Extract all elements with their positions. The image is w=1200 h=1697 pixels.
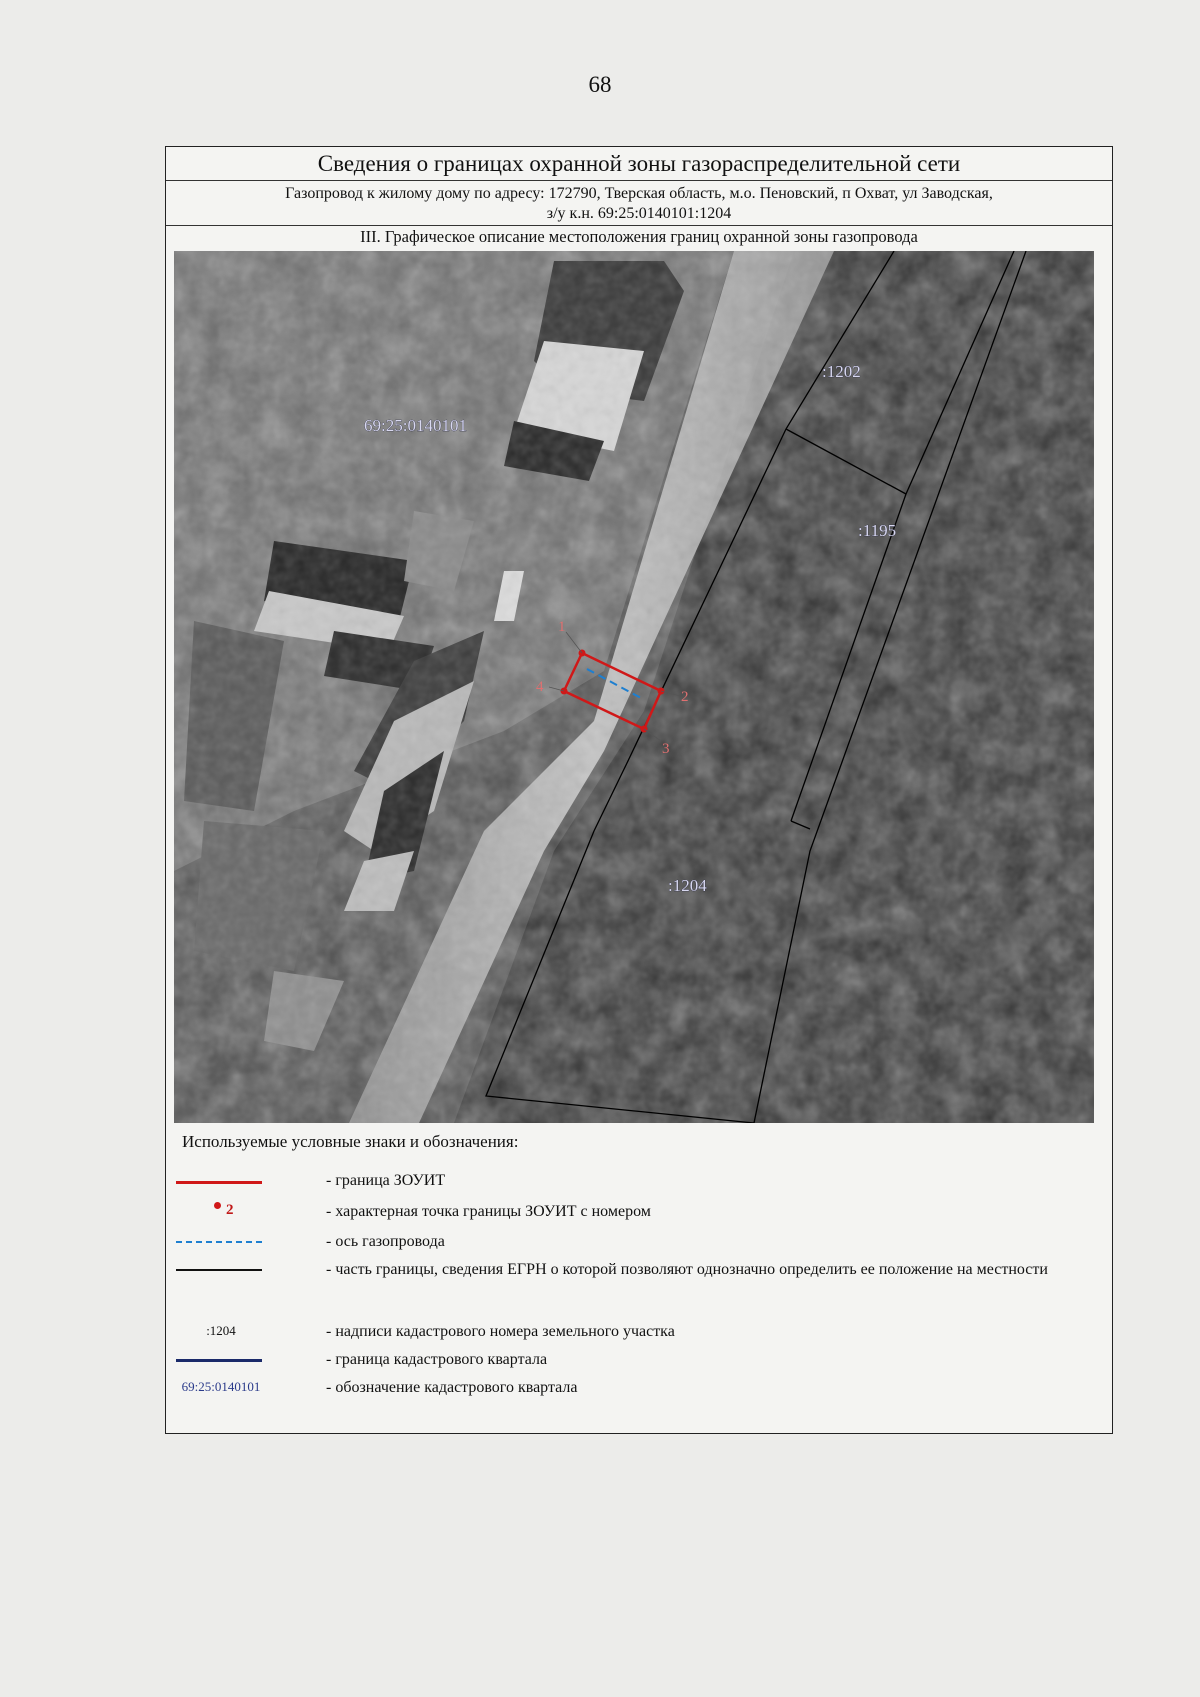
legend-item-zone-boundary (166, 1169, 1112, 1195)
object-address (166, 181, 1112, 226)
aerial-map (174, 251, 1094, 1123)
legend-item-parcel-number (166, 1319, 1112, 1345)
legend-item-text: - граница кадастрового квартала (326, 1351, 548, 1368)
legend-item-gas-axis (166, 1229, 1112, 1255)
legend-item-text: - часть границы, сведения ЕГРН о которой позволяют однозначно определить ее положение на местности (326, 1261, 1048, 1278)
quarter-label: 69:25:0140101 (364, 416, 467, 435)
black-line-symbol (176, 1269, 262, 1271)
document-frame (165, 146, 1113, 1434)
red-point-icon (214, 1202, 221, 1209)
parcel-number-symbol: :1204 (206, 1323, 236, 1338)
point-label-3: 3 (662, 741, 670, 757)
legend-item-text: - ось газопровода (326, 1233, 445, 1250)
document-title: Сведения о границах охранной зоны газораспределительной сети (166, 147, 1112, 181)
legend-item-text: - граница ЗОУИТ (326, 1172, 446, 1189)
address-line-2: з/у к.н. 69:25:0140101:1204 (546, 205, 732, 222)
address-line-1: Газопровод к жилому дому по адресу: 172790, Тверская область, м.о. Пеновский, п Охват, ул Заводская, (285, 185, 993, 202)
legend-item-parcel-boundary (166, 1257, 1112, 1305)
point-label-4: 4 (536, 679, 544, 695)
section-heading: III. Графическое описание местоположения границ охранной зоны газопровода (360, 227, 918, 246)
point-label-2: 2 (681, 689, 689, 705)
parcel-label-1204: :1204 (668, 876, 707, 895)
legend-item-quarter-label (166, 1375, 1112, 1403)
legend-item-text: - характерная точка границы ЗОУИТ с номером (326, 1203, 651, 1220)
red-point-number: 2 (226, 1202, 234, 1218)
blue-dashed-line-symbol (176, 1241, 262, 1243)
legend-item-zone-point (166, 1197, 1112, 1225)
navy-line-symbol (176, 1359, 262, 1362)
legend-item-quarter-boundary (166, 1347, 1112, 1373)
parcel-label-1202: :1202 (822, 362, 861, 381)
map-canvas (174, 251, 1094, 1123)
red-line-symbol (176, 1181, 262, 1184)
red-point-symbol (176, 1197, 262, 1225)
legend-item-text: - надписи кадастрового номера земельного участка (326, 1323, 675, 1340)
quarter-symbol: 69:25:0140101 (181, 1379, 261, 1394)
legend-item-text: - обозначение кадастрового квартала (326, 1379, 578, 1396)
page-number: 68 (588, 72, 612, 97)
point-label-1: 1 (558, 619, 566, 635)
legend-title: Используемые условные знаки и обозначения: (182, 1132, 519, 1151)
parcel-label-1195: :1195 (858, 521, 897, 540)
